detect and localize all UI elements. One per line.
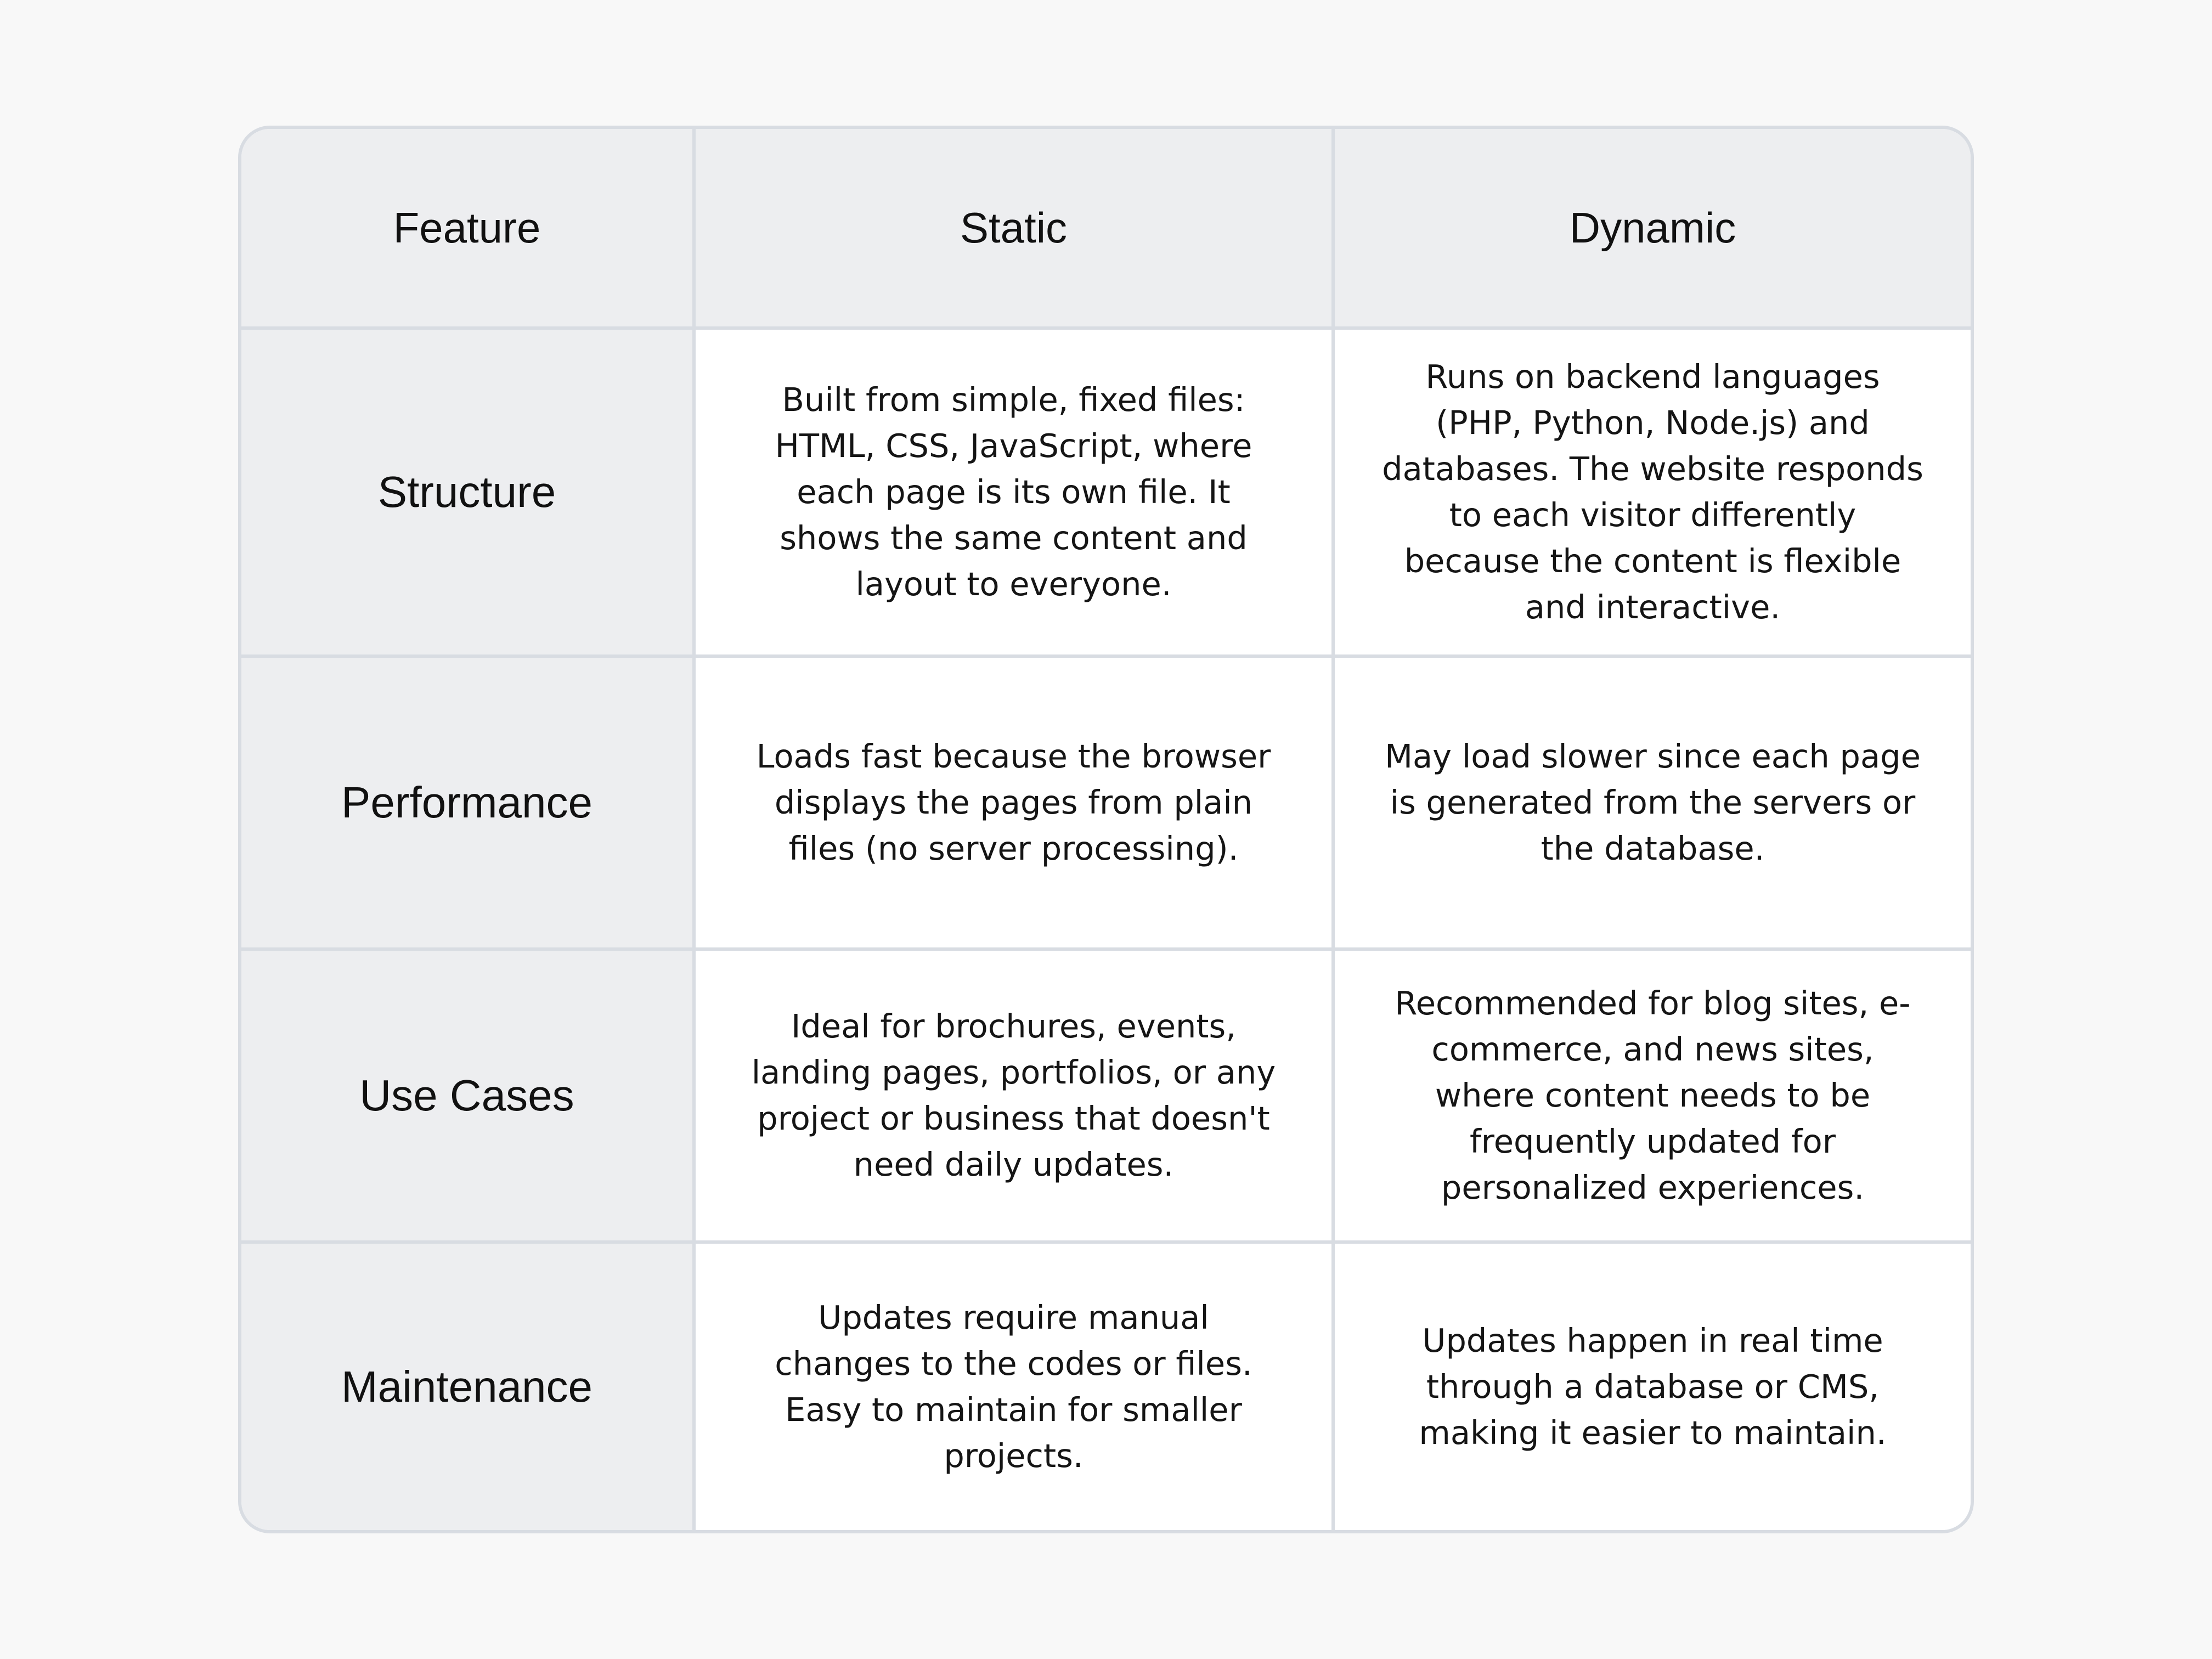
row-structure-feature [241,330,696,658]
feature-label: Maintenance [341,1362,593,1411]
row-use-cases-static [696,951,1335,1244]
comparison-table [238,126,1974,1533]
header-feature-label: Feature [393,203,541,252]
row-maintenance-feature [241,1244,696,1530]
row-structure-static [696,330,1335,658]
header-static [696,129,1335,330]
feature-label: Performance [341,778,592,827]
row-use-cases-dynamic [1335,951,1971,1244]
row-maintenance-dynamic [1335,1244,1971,1530]
static-description: Ideal for brochures, events, landing pages, portfolios, or any project or business that doesn't need daily updates. [751,1007,1276,1183]
comparison-grid [241,129,1971,1530]
dynamic-description: Runs on backend languages (PHP, Python, Node.js) and databases. The website responds to each visitor differently because the content is flexible and interactive. [1382,358,1923,626]
row-use-cases-feature [241,951,696,1244]
static-description: Loads fast because the browser displays the pages from plain files (no server processing). [756,737,1271,867]
header-feature [241,129,696,330]
row-structure-dynamic [1335,330,1971,658]
feature-label: Use Cases [359,1071,574,1120]
header-static-label: Static [960,203,1068,252]
feature-label: Structure [377,467,556,516]
dynamic-description: Updates happen in real time through a database or CMS, making it easier to maintain. [1419,1322,1887,1452]
row-performance-static [696,658,1335,951]
row-performance-dynamic [1335,658,1971,951]
row-performance-feature [241,658,696,951]
row-maintenance-static [696,1244,1335,1530]
dynamic-description: Recommended for blog sites, e-commerce, and news sites, where content needs to be frequently updated for personalized experiences. [1395,984,1911,1206]
static-description: Built from simple, fixed files: HTML, CSS, JavaScript, where each page is its own file. It shows the same content and layout to everyone. [775,381,1252,603]
dynamic-description: May load slower since each page is generated from the servers or the database. [1385,737,1921,867]
header-dynamic-label: Dynamic [1569,203,1736,252]
static-description: Updates require manual changes to the codes or files. Easy to maintain for smaller projects. [775,1299,1252,1475]
header-dynamic [1335,129,1971,330]
